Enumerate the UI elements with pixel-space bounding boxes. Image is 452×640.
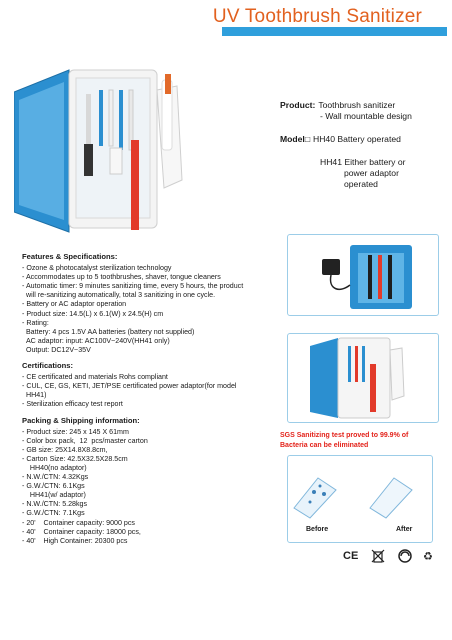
product-name: Toothbrush sanitizer (318, 100, 396, 110)
certification-item: - CUL, CE, GS, KETI, JET/PSE certificated power adaptor(for model HH41) (22, 382, 237, 400)
before-label: Before (306, 526, 329, 533)
certification-item: - Sterilization efficacy test report (22, 400, 123, 409)
packing-item: - N.W./CTN: 5.28kgs (22, 500, 88, 509)
sanitizer-hero-image (14, 60, 214, 240)
packing-item: - G.W./CTN: 6.1Kgs (22, 482, 85, 491)
product-label: Product: (280, 100, 316, 110)
packing-item: - GB size: 25X14.8X8.8cm, (22, 445, 108, 454)
ce-mark-icon: CE (343, 550, 359, 562)
certification-item: - CE certificated and materials Rohs compliant (22, 373, 168, 382)
feature-item: - Product size: 14.5(L) x 6.1(W) x 24.5(H) cm (22, 309, 164, 318)
certification-marks (343, 545, 433, 567)
packing-item: - 20' Container capacity: 9000 pcs (22, 518, 135, 527)
open-unit-image (288, 334, 438, 422)
feature-item: Battery: 4 pcs 1.5V AA batteries (battery not supplied) (22, 327, 195, 336)
certifications-heading: Certifications: (22, 361, 74, 371)
packing-item: - G.W./CTN: 7.1Kgs (22, 509, 85, 518)
feature-item: - Battery or AC adaptor operation (22, 300, 127, 309)
feature-item: - Automatic timer: 9 minutes sanitizing time, every 5 hours, the product will re-sanitizing automatically, total 3 sanitizing in one cycle. (22, 282, 244, 300)
before-after-panel (287, 455, 433, 543)
packing-item: - Product size: 245 x 145 X 61mm (22, 427, 129, 436)
adaptor-product-image (288, 235, 438, 315)
before-after-image (288, 456, 432, 526)
model-hh41-line2: power adaptor (344, 168, 399, 178)
title-accent-bar (222, 27, 447, 36)
sgs-line-1: SGS Sanitizing test proved to 99.9% of (280, 432, 409, 439)
packing-item: - 40' High Container: 20300 pcs (22, 536, 128, 545)
packing-item: - 40' Container capacity: 18000 pcs, (22, 527, 141, 536)
packing-item: HH40(no adaptor) (22, 463, 87, 472)
feature-item: - Ozone & photocatalyst sterilization technology (22, 264, 172, 273)
feature-item: Output: DC12V~35V (22, 345, 91, 354)
after-label: After (396, 526, 413, 533)
open-unit-photo (287, 333, 439, 423)
recycle-icon: ♻ (423, 550, 433, 563)
model-hh41-line3: operated (344, 179, 378, 189)
specs-column (22, 252, 282, 546)
sgs-test-note (280, 431, 440, 450)
packing-item: - N.W./CTN: 4.32Kgs (22, 473, 89, 482)
product-design: - Wall mountable design (320, 111, 412, 121)
product-info (280, 100, 450, 190)
weee-bin-icon (370, 548, 386, 564)
feature-item: AC adaptor: input: AC100V~240V(HH41 only) (22, 336, 170, 345)
features-heading: Features & Specifications: (22, 252, 118, 261)
model-hh40: HH40 Battery operated (313, 134, 401, 144)
model-label: Model□ (280, 134, 311, 144)
packing-item: - Carton Size: 42.5X32.5X28.5cm (22, 454, 128, 463)
packing-item: HH41(w/ adaptor) (22, 491, 86, 500)
page-title: UV Toothbrush Sanitizer (212, 6, 423, 27)
packing-heading: Packing & Shipping information: (22, 415, 140, 425)
feature-item: - Rating: (22, 318, 49, 327)
sgs-line-2: Bacteria can be eliminated (280, 441, 369, 449)
feature-item: - Accommodates up to 5 toothbrushes, shaver, tongue cleaners (22, 273, 221, 282)
green-dot-icon (398, 549, 412, 563)
model-hh41-line1: HH41 Either battery or (320, 157, 406, 167)
adaptor-photo (287, 234, 439, 316)
packing-item: - Color box pack, 12 pcs/master carton (22, 436, 148, 445)
